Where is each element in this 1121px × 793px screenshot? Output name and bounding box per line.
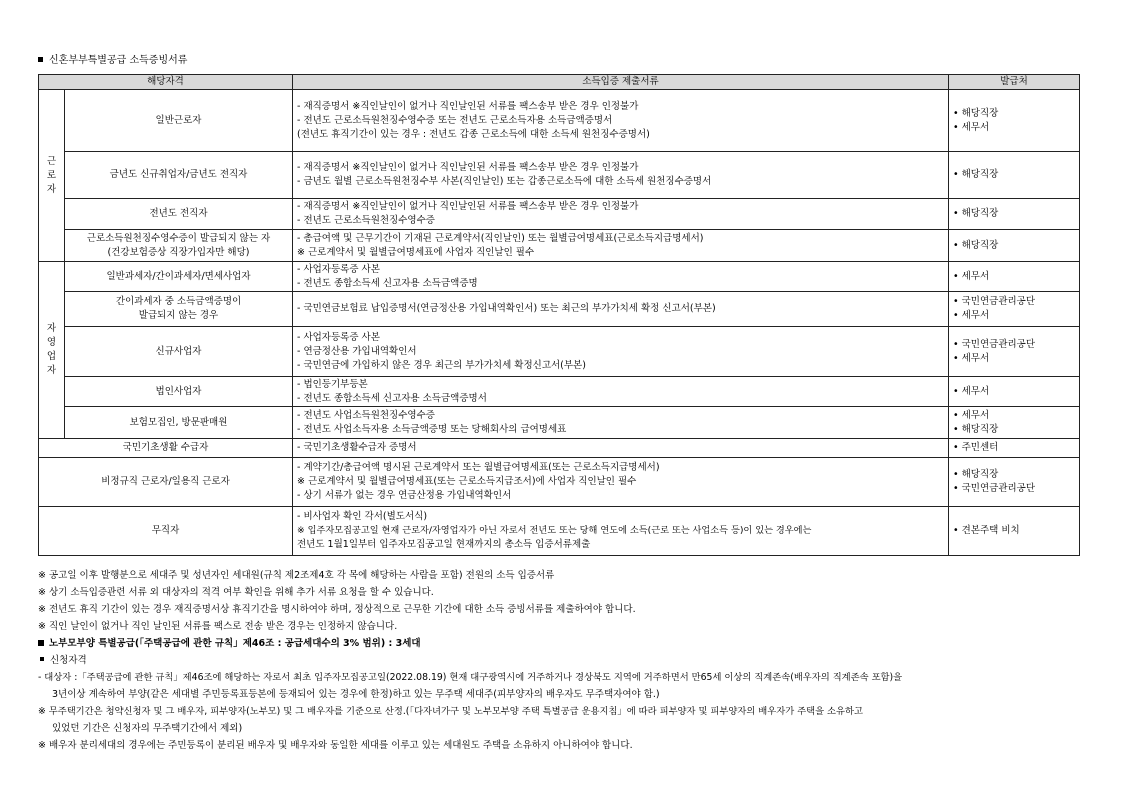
category-cell: 근로소득원천징수영수증이 발급되지 않는 자 (건강보험증상 직장가입자만 해당) (65, 230, 293, 262)
table-row (39, 199, 1080, 230)
category-cell: 전년도 전직자 (65, 199, 293, 230)
header-documents: 소득입증 제출서류 (293, 75, 949, 90)
table-row (39, 90, 1080, 152)
qualification-line: 있었던 기간은 신청자의 무주택기간에서 제외) (52, 723, 243, 734)
header-target: 해당자격 (39, 75, 293, 90)
category-cell: 비정규직 근로자/일용직 근로자 (39, 458, 293, 507)
qualification-line: ※ 무주택기간은 청약신청자 및 그 배우자, 피부양자(노부모) 및 그 배우자를 기준으로 산정.(「다자녀가구 및 노부모부양 주택 특별공급 운용지침」에 따라 피부양자 및 피부양자의 배우자가 주택을 소유하고 (38, 706, 863, 717)
category-cell: 보험모집인, 방문판매원 (65, 407, 293, 439)
notes-section (38, 567, 1098, 754)
table-row (39, 327, 1080, 377)
section-heading-elderly: 노부모부양 특별공급(「주택공급에 관한 규칙」제46조 : 공급세대수의 3% 범위) : 3세대 (38, 635, 1098, 652)
category-cell: 국민기초생활 수급자 (39, 439, 293, 458)
group-worker: 근로자 (39, 90, 65, 262)
header-issuer: 발급처 (949, 75, 1080, 90)
documents-cell: - 재직증명서 ※직인날인이 없거나 직인날인된 서류를 팩스송부 받은 경우 인정불가 - 전년도 근로소득원천징수영수증 (293, 199, 949, 230)
square-bullet-icon (38, 57, 43, 62)
issuer-cell: • 세무서 • 해당직장 (949, 407, 1080, 439)
table-row (39, 377, 1080, 407)
documents-cell: - 국민기초생활수급자 증명서 (293, 439, 949, 458)
category-cell: 일반과세자/간이과세자/면세사업자 (65, 262, 293, 292)
issuer-cell: • 해당직장 (949, 152, 1080, 199)
qualification-line: - 대상자 :「주택공급에 관한 규칙」제46조에 해당하는 자로서 최초 입주자모집공고일(2022.08.19) 현재 대구광역시에 거주하거나 경상북도 지역에 거주하면서 만65세 이상의 직계존속(배우자의 직계존속 포함)을 (38, 672, 903, 683)
issuer-cell: • 국민연금관리공단 • 세무서 (949, 292, 1080, 327)
documents-cell: - 계약기간/총급여액 명시된 근로계약서 또는 월별급여명세표(또는 근로소득지급명세서) ※ 근로계약서 및 월별급여명세표(또는 근로소득지급조서)에 사업자 직인날인 필수 - 상기 서류가 없는 경우 연금산정용 가입내역확인서 (293, 458, 949, 507)
note-line: ※ 공고일 이후 발행분으로 세대주 및 성년자인 세대원(규칙 제2조제4호 각 목에 해당하는 사람을 포함) 전원의 소득 입증서류 (38, 570, 555, 581)
qualification-line: ※ 배우자 분리세대의 경우에는 주민등록이 분리된 배우자 및 배우자와 동일한 세대를 이루고 있는 세대원도 주택을 소유하지 아니하여야 합니다. (38, 740, 633, 751)
category-cell: 신규사업자 (65, 327, 293, 377)
documents-cell: - 전년도 사업소득원천징수영수증 - 전년도 사업소득자용 소득금액증명 또는 당해회사의 급여명세표 (293, 407, 949, 439)
issuer-cell: • 해당직장 • 국민연금관리공단 (949, 458, 1080, 507)
category-cell: 법인사업자 (65, 377, 293, 407)
table-row (39, 458, 1080, 507)
issuer-cell: • 주민센터 (949, 439, 1080, 458)
issuer-cell: • 해당직장 (949, 199, 1080, 230)
table-header-row (39, 75, 1080, 90)
documents-cell: - 법인등기부등본 - 전년도 종합소득세 신고자용 소득금액증명서 (293, 377, 949, 407)
documents-cell: - 사업자등록증 사본 - 연금정산용 가입내역확인서 - 국민연금에 가입하지 않은 경우 최근의 부가가치세 확정신고서(부본) (293, 327, 949, 377)
documents-cell: - 재직증명서 ※직인날인이 없거나 직인날인된 서류를 팩스송부 받은 경우 인정불가 - 전년도 근로소득원천징수영수증 또는 전년도 근로소득자용 소득금액증명서 (전년도 휴직기간이 있는 경우 : 전년도 갑종 근로소득에 대한 소득세 원천징수증명서) (293, 90, 949, 152)
qualification-line: 3년이상 계속하여 부양(같은 세대별 주민등록표등본에 등재되어 있는 경우에 한정)하고 있는 무주택 세대주(피부양자의 배우자도 무주택자여야 함.) (52, 689, 660, 700)
small-square-bullet-icon (40, 657, 44, 661)
table-row (39, 439, 1080, 458)
income-proof-table (38, 74, 1080, 556)
category-cell: 간이과세자 중 소득금액증명이 발급되지 않는 경우 (65, 292, 293, 327)
issuer-cell: • 세무서 (949, 262, 1080, 292)
note-line: ※ 직인 날인이 없거나 직인 날인된 서류를 팩스로 전송 받은 경우는 인정하지 않습니다. (38, 621, 398, 632)
category-cell: 일반근로자 (65, 90, 293, 152)
section-title: 신혼부부특별공급 소득증빙서류 (38, 55, 187, 67)
table-row (39, 407, 1080, 439)
documents-cell: - 재직증명서 ※직인날인이 없거나 직인날인된 서류를 팩스송부 받은 경우 인정불가 - 금년도 월별 근로소득원천징수부 사본(직인날인) 또는 갑종근로소득에 대한 소득세 원천징수증명서 (293, 152, 949, 199)
note-line: ※ 상기 소득입증관련 서류 외 대상자의 적격 여부 확인을 위해 추가 서류 요청을 할 수 있습니다. (38, 587, 434, 598)
documents-cell: - 국민연금보험료 납입증명서(연금정산용 가입내역확인서) 또는 최근의 부가가치세 확정 신고서(부본) (293, 292, 949, 327)
issuer-cell: • 견본주택 비치 (949, 507, 1080, 556)
table-row (39, 152, 1080, 199)
note-line: ※ 전년도 휴직 기간이 있는 경우 재직증명서상 휴직기간을 명시하여야 하며, 정상적으로 근무한 기간에 대한 소득 증빙서류를 제출하여야 합니다. (38, 604, 636, 615)
documents-cell: - 사업자등록증 사본 - 전년도 종합소득세 신고자용 소득금액증명 (293, 262, 949, 292)
issuer-cell: • 해당직장 • 세무서 (949, 90, 1080, 152)
sub-heading: 신청자격 (38, 652, 1098, 669)
table-row (39, 230, 1080, 262)
issuer-cell: • 해당직장 (949, 230, 1080, 262)
table-row (39, 262, 1080, 292)
square-bullet-icon (38, 640, 44, 646)
documents-cell: - 비사업자 확인 각서(별도서식) ※ 입주자모집공고일 현재 근로자/자영업자가 아닌 자로서 전년도 또는 당해 연도에 소득(근로 또는 사업소득 등)이 있는 경우에는 전년도 1월1일부터 입주자모집공고일 현재까지의 총소득 입증서류제출 (293, 507, 949, 556)
group-self-employed: 자영업자 (39, 262, 65, 439)
documents-cell: - 총급여액 및 근무기간이 기재된 근로계약서(직인날인) 또는 월별급여명세표(근로소득지급명세서) ※ 근로계약서 및 월별급여명세표에 사업자 직인날인 필수 (293, 230, 949, 262)
table-row (39, 292, 1080, 327)
category-cell: 금년도 신규취업자/금년도 전직자 (65, 152, 293, 199)
issuer-cell: • 세무서 (949, 377, 1080, 407)
table-row (39, 507, 1080, 556)
issuer-cell: • 국민연금관리공단 • 세무서 (949, 327, 1080, 377)
category-cell: 무직자 (39, 507, 293, 556)
